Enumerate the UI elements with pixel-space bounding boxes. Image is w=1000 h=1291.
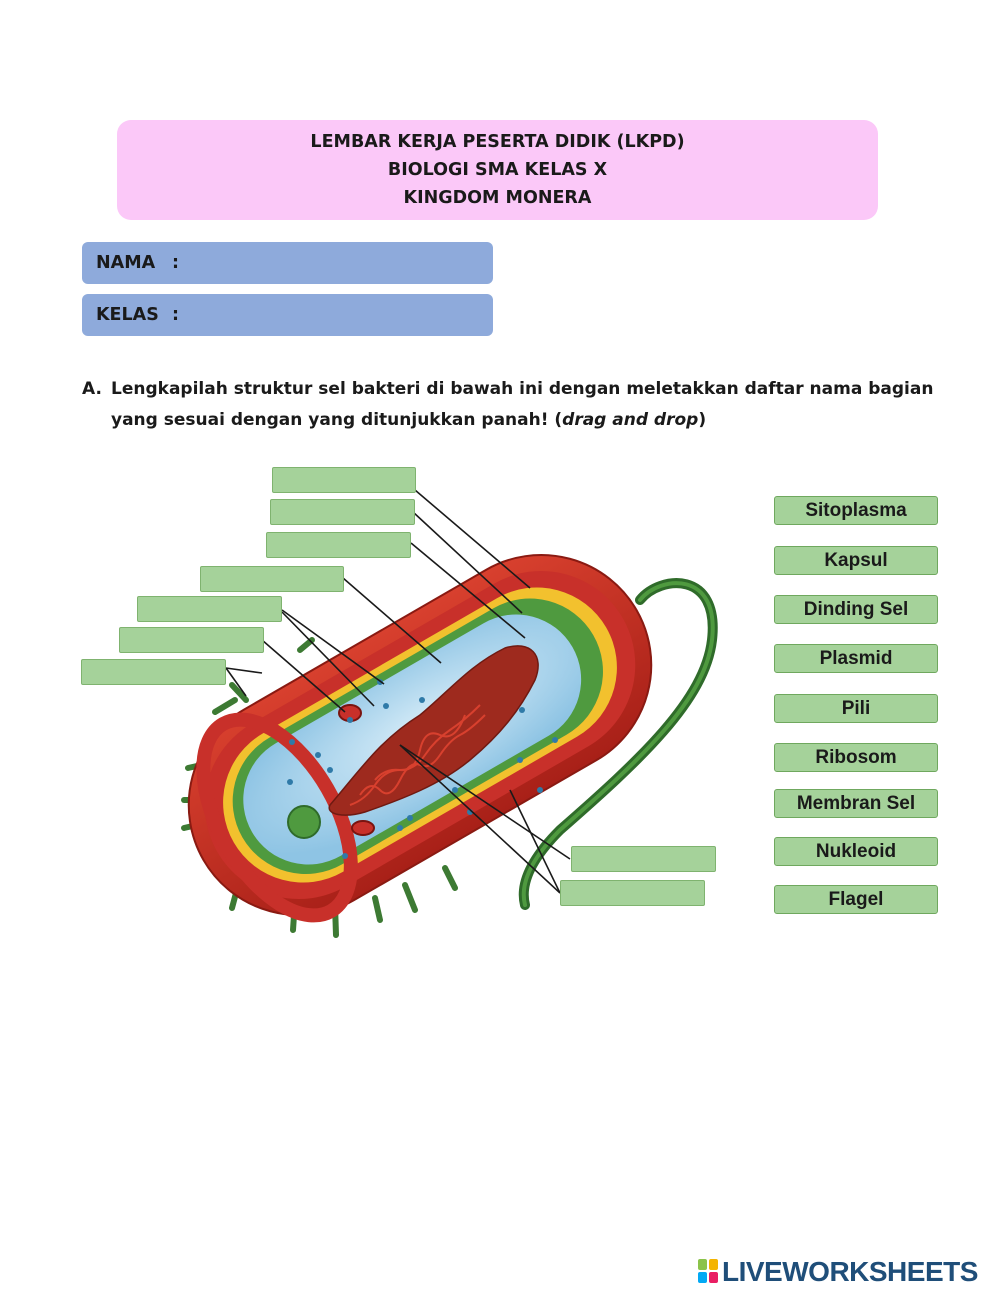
answer-chip-membran-sel[interactable]: Membran Sel <box>774 789 938 818</box>
question-text-main: Lengkapilah struktur sel bakteri di bawah ini dengan meletakkan daftar nama bagian yang sesuai dengan yang ditunjukkan panah! ( <box>111 379 934 430</box>
drop-target-5[interactable] <box>137 596 282 622</box>
question-text-end: ) <box>698 410 707 430</box>
answer-chip-plasmid[interactable]: Plasmid <box>774 644 938 673</box>
header-topic: KINGDOM MONERA <box>403 188 592 208</box>
header-subject: BIOLOGI SMA KELAS X <box>387 160 608 180</box>
drop-target-1[interactable] <box>272 467 416 493</box>
answer-chip-ribosom[interactable]: Ribosom <box>774 743 938 772</box>
drop-target-7[interactable] <box>81 659 226 685</box>
header-title: LEMBAR KERJA PESERTA DIDIK (LKPD) <box>310 132 685 152</box>
granule <box>288 806 320 838</box>
answer-chip-kapsul[interactable]: Kapsul <box>774 546 938 575</box>
question-number: A. <box>82 379 102 399</box>
liveworksheets-logo-icon <box>698 1259 720 1285</box>
drop-target-8[interactable] <box>571 846 716 872</box>
drop-target-9[interactable] <box>560 880 705 906</box>
question-text-italic: drag and drop <box>562 410 699 430</box>
answer-chip-dinding-sel[interactable]: Dinding Sel <box>774 595 938 624</box>
drop-target-6[interactable] <box>119 627 264 653</box>
drop-target-3[interactable] <box>266 532 411 558</box>
nama-label: NAMA <box>96 253 156 273</box>
answer-chip-pili[interactable]: Pili <box>774 694 938 723</box>
liveworksheets-logo[interactable] <box>698 1256 978 1288</box>
answer-chip-nukleoid[interactable]: Nukleoid <box>774 837 938 866</box>
answer-chip-sitoplasma[interactable]: Sitoplasma <box>774 496 938 525</box>
plasmid-2 <box>352 821 374 835</box>
nama-separator: : <box>172 253 179 273</box>
kelas-separator: : <box>172 305 179 325</box>
liveworksheets-logo-text: LIVEWORKSHEETS <box>722 1256 978 1287</box>
drop-target-2[interactable] <box>270 499 415 525</box>
drop-target-4[interactable] <box>200 566 344 592</box>
kelas-label: KELAS <box>96 305 159 325</box>
answer-chip-flagel[interactable]: Flagel <box>774 885 938 914</box>
